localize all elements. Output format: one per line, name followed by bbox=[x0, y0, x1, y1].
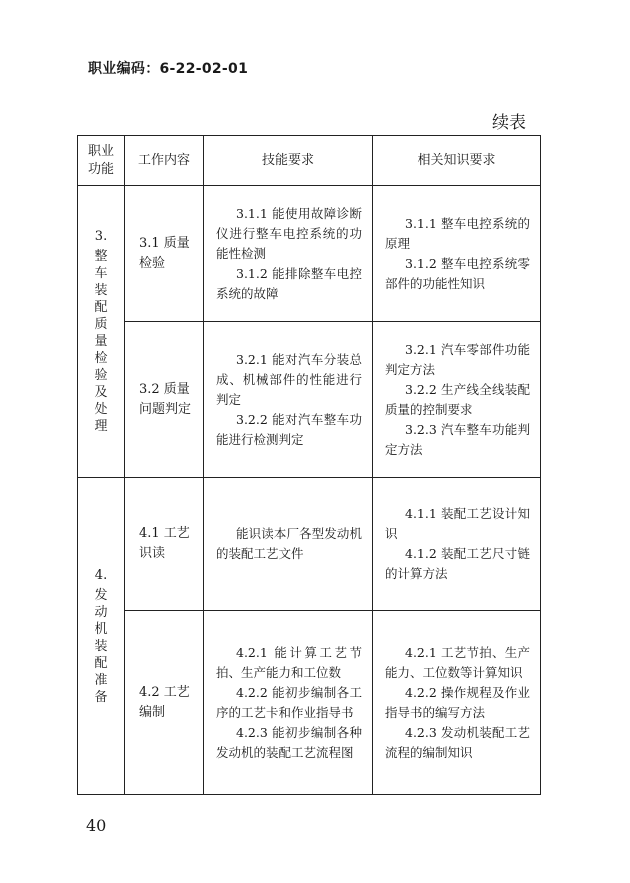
skill-cell bbox=[204, 186, 373, 322]
skill-cell bbox=[204, 322, 373, 478]
knowledge-cell bbox=[373, 478, 541, 611]
knowledge-item: 3.2.3 汽车整车功能判定方法 bbox=[385, 421, 530, 457]
function-number: 4. bbox=[94, 567, 108, 583]
content-cell: 4.2 工艺编制 bbox=[125, 611, 204, 795]
content-cell: 3.1 质量检验 bbox=[125, 186, 204, 322]
skill-cell bbox=[204, 478, 373, 611]
skill-item: 3.2.2 能对汽车整车功能进行检测判定 bbox=[216, 411, 362, 447]
knowledge-item: 4.2.2 操作规程及作业指导书的编写方法 bbox=[385, 684, 530, 720]
knowledge-item: 4.1.1 装配工艺设计知识 bbox=[385, 506, 530, 541]
function-cell-4 bbox=[78, 478, 125, 795]
skill-item: 4.2.1 能计算工艺节拍、生产能力和工位数 bbox=[216, 644, 362, 680]
function-name: 整车装配质量检验及处理 bbox=[94, 249, 108, 434]
col-header-content: 工作内容 bbox=[125, 136, 204, 186]
continued-label: 续表 bbox=[492, 113, 526, 133]
page-number: 40 bbox=[86, 816, 107, 835]
knowledge-item: 3.2.1 汽车零部件功能判定方法 bbox=[385, 341, 530, 377]
header-row bbox=[78, 136, 541, 186]
knowledge-item: 4.2.1 工艺节拍、生产能力、工位数等计算知识 bbox=[385, 644, 530, 680]
skill-item: 3.2.1 能对汽车分装总成、机械部件的性能进行判定 bbox=[216, 351, 362, 407]
function-name: 发动机装配准备 bbox=[94, 587, 108, 705]
skill-item: 3.1.1 能使用故障诊断仪进行整车电控系统的功能性检测 bbox=[216, 205, 362, 261]
col-header-knowledge: 相关知识要求 bbox=[373, 136, 541, 186]
knowledge-cell bbox=[373, 611, 541, 795]
knowledge-item: 3.1.1 整车电控系统的原理 bbox=[385, 215, 530, 251]
knowledge-item: 3.1.2 整车电控系统零部件的功能性知识 bbox=[385, 255, 530, 291]
skill-item: 能识读本厂各型发动机的装配工艺文件 bbox=[216, 526, 362, 561]
skill-item: 4.2.2 能初步编制各工序的工艺卡和作业指导书 bbox=[216, 684, 362, 720]
content-cell: 4.1 工艺识读 bbox=[125, 478, 204, 611]
knowledge-item: 3.2.2 生产线全线装配质量的控制要求 bbox=[385, 381, 530, 417]
table-row bbox=[78, 611, 541, 795]
knowledge-item: 4.2.3 发动机装配工艺流程的编制知识 bbox=[385, 724, 530, 760]
knowledge-cell bbox=[373, 322, 541, 478]
skill-item: 3.1.2 能排除整车电控系统的故障 bbox=[216, 265, 362, 301]
occupation-code: 职业编码：6-22-02-01 bbox=[88, 61, 249, 77]
knowledge-item: 4.1.2 装配工艺尺寸链的计算方法 bbox=[385, 546, 530, 581]
function-cell-3 bbox=[78, 186, 125, 478]
content-cell: 3.2 质量问题判定 bbox=[125, 322, 204, 478]
function-number: 3. bbox=[94, 229, 108, 244]
table-row bbox=[78, 322, 541, 478]
col-header-function: 职业功能 bbox=[78, 136, 125, 186]
col-header-skill: 技能要求 bbox=[204, 136, 373, 186]
table-row bbox=[78, 478, 541, 611]
skill-item: 4.2.3 能初步编制各种发动机的装配工艺流程图 bbox=[216, 724, 362, 760]
skill-cell bbox=[204, 611, 373, 795]
knowledge-cell bbox=[373, 186, 541, 322]
table-row bbox=[78, 186, 541, 322]
skills-table bbox=[77, 135, 541, 795]
